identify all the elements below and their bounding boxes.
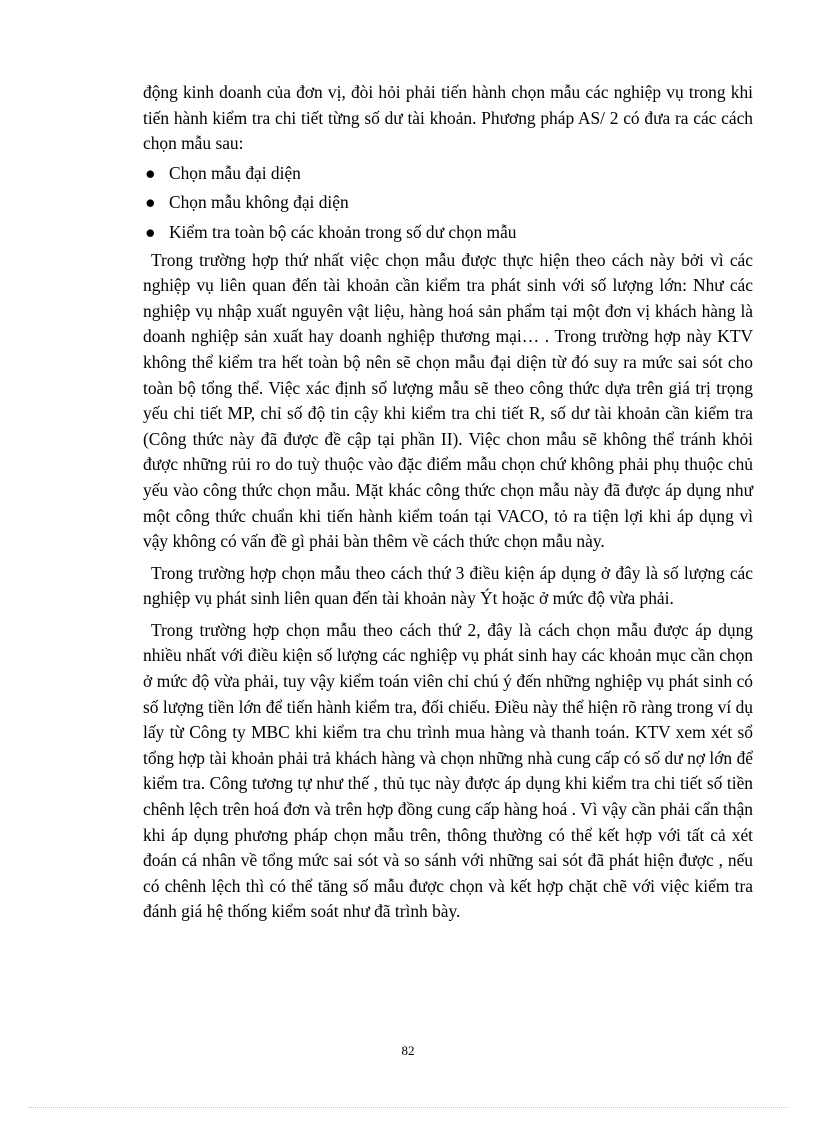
list-item — [143, 218, 753, 248]
page-bottom-border — [28, 1107, 788, 1108]
list-item — [143, 188, 753, 218]
paragraph-first-case: Trong trường hợp thứ nhất việc chọn mẫu được thực hiện theo cách này bởi vì các nghiệp vụ liên quan đến tài khoản cần kiểm tra phát sinh với số lượng lớn: Như các nghiệp vụ nhập xuất nguyên vật liệu, hàng hoá sản phẩm tại một đơn vị khách hàng là doanh nghiệp sản xuất hay doanh nghiệp thương mại… . Trong trường hợp này KTV không thể kiểm tra hết toàn bộ nên sẽ chọn mẫu đại diện từ đó suy ra mức sai sót cho toàn bộ tổng thể. Việc xác định số lượng mẫu sẽ theo công thức dựa trên giá trị trọng yếu chi tiết MP, chỉ số độ tin cậy khi kiểm tra chi tiết R, số dư tài khoản cần kiểm tra (Công thức này đã được đề cập tại phần II). Việc chon mẫu sẽ không thể tránh khỏi được những rủi ro do tuỳ thuộc vào đặc điểm mẫu chọn chứ không phải phụ thuộc chủ yếu vào công thức chọn mẫu. Mặt khác công thức chọn mẫu này đã được áp dụng như một công thức chuẩn khi tiến hành kiểm toán tại VACO, tỏ ra tiện lợi khi áp dụng vì vậy không có vấn đề gì phải bàn thêm về cách thức chọn mẫu này. — [143, 249, 753, 552]
bullet-icon: ● — [145, 162, 156, 183]
list-item-text: Kiểm tra toàn bộ các khoản trong số dư chọn mẫu — [169, 221, 517, 242]
page-body — [143, 80, 753, 925]
paragraph-second-case: Trong trường hợp chọn mẫu theo cách thứ 2, đây là cách chọn mẫu được áp dụng nhiều nhất với điều kiện số lượng các nghiệp vụ phát sinh hay các khoản mục cần chọn ở mức độ vừa phải, tuy vậy kiểm toán viên chỉ chú ý đến những nghiệp vụ phát sinh có số lượng tiền lớn để tiến hành kiểm tra, đối chiếu. Điều này thể hiện rõ ràng trong ví dụ lấy từ Công ty MBC khi kiểm tra chu trình mua hàng và thanh toán. KTV xem xét sổ tổng hợp tài khoản phải trả khách hàng và chọn những nhà cung cấp có số dư nợ lớn để kiểm tra. Công tương tự như thế , thủ tục này được áp dụng khi kiểm tra chi tiết số tiền chênh lệch trên hoá đơn và trên hợp đồng cung cấp hàng hoá . Vì vậy cần phải cẩn thận khi áp dụng phương pháp chọn mẫu trên, thông thường có thể kết hợp với tất cả xét đoán cá nhân về tổng mức sai sót và so sánh với những sai sót đã phát hiện được , nếu có chênh lệch thì có thể tăng số mẫu được chọn và kết hợp chặt chẽ với việc kiểm tra đánh giá hệ thống kiểm soát như đã trình bày. — [143, 619, 753, 922]
page-number: 82 — [401, 1043, 415, 1058]
bullet-icon: ● — [145, 221, 156, 242]
list-item-text: Chọn mẫu không đại diện — [169, 192, 349, 213]
sampling-methods-list — [143, 159, 753, 248]
intro-paragraph: động kinh doanh của đơn vị, đòi hỏi phải tiến hành chọn mẫu các nghiệp vụ trong khi tiến hành kiểm tra chi tiết từng số dư tài khoản. Phương pháp AS/ 2 có đưa ra các cách chọn mẫu sau: — [143, 82, 753, 154]
paragraph-third-case: Trong trường hợp chọn mẫu theo cách thứ 3 điều kiện áp dụng ở đây là số lượng các nghiệp vụ phát sinh liên quan đến tài khoản này Ýt hoặc ở mức độ vừa phải. — [143, 562, 753, 609]
list-item-text: Chọn mẫu đại diện — [169, 162, 301, 183]
list-item — [143, 159, 753, 189]
bullet-icon: ● — [145, 192, 156, 213]
